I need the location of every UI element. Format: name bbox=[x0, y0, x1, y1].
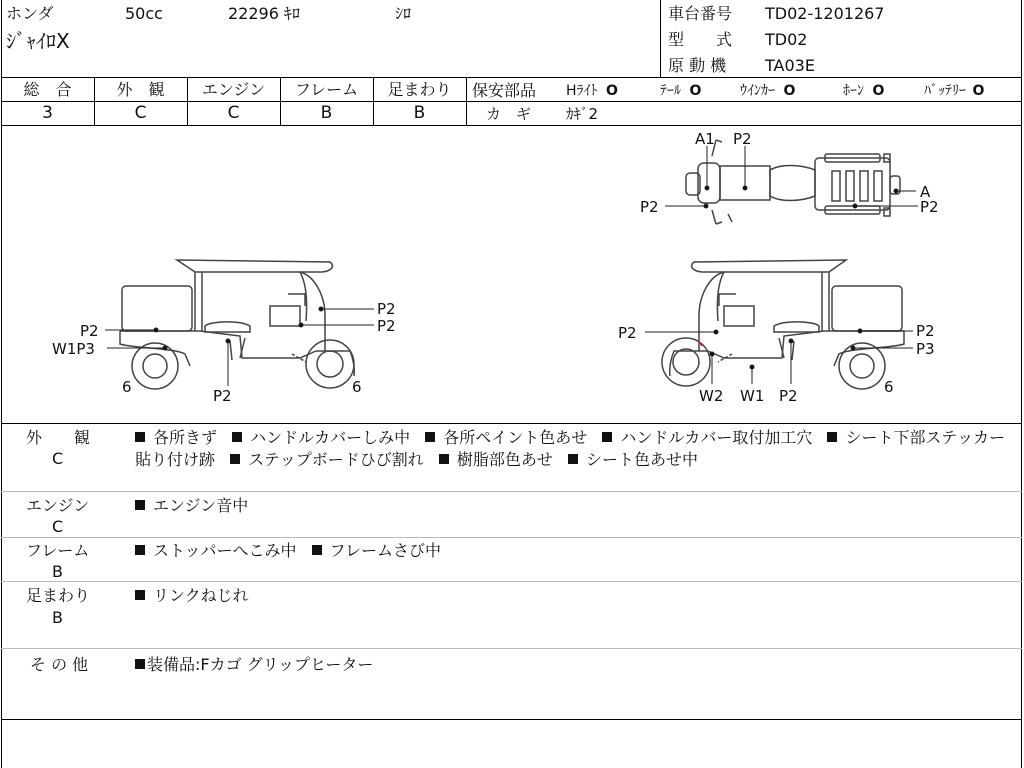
safety-item-mark: O bbox=[605, 83, 618, 99]
section-rule-4 bbox=[1, 648, 1022, 649]
engine-model-label: 原 動 機 bbox=[668, 56, 727, 75]
bullet-icon bbox=[135, 590, 145, 600]
exterior-grade-value: C bbox=[134, 103, 147, 123]
right-label-p3: P3 bbox=[916, 340, 935, 358]
section-rule-3 bbox=[1, 581, 1022, 582]
exterior-section-grade: C bbox=[52, 449, 64, 468]
note-item: ハンドルカバーしみ中 bbox=[232, 428, 410, 447]
note-item: ハンドルカバー取付加工穴 bbox=[602, 428, 812, 447]
bullet-icon bbox=[135, 432, 145, 442]
bullet-icon bbox=[135, 500, 145, 510]
right-label-p2-a: P2 bbox=[618, 324, 637, 342]
bullet-icon bbox=[425, 432, 435, 442]
safety-item-label: Hﾗｲﾄ bbox=[566, 83, 598, 99]
key-value: ｶｷﾞ2 bbox=[566, 105, 599, 123]
right-label-w2: W2 bbox=[699, 387, 724, 405]
left-label-p2-c: P2 bbox=[80, 322, 99, 340]
left-label-6-a: 6 bbox=[122, 378, 132, 396]
engine-model-value: TA03E bbox=[765, 56, 815, 75]
safety-item-tail bbox=[660, 82, 701, 100]
right-label-w1: W1 bbox=[740, 387, 765, 405]
section-rule-5 bbox=[1, 719, 1022, 720]
note-item: エンジン音中 bbox=[135, 496, 248, 515]
left-label-6-b: 6 bbox=[352, 378, 362, 396]
safety-item-mark: O bbox=[689, 83, 702, 99]
header-bottom-rule bbox=[1, 77, 1022, 78]
note-item: ステップボードひび割れ bbox=[230, 450, 424, 469]
displacement: 50cc bbox=[125, 4, 163, 23]
bullet-icon bbox=[312, 545, 322, 555]
frame-section-label: フレーム bbox=[26, 541, 90, 560]
exterior-notes bbox=[135, 427, 1015, 471]
engine-section-grade: C bbox=[52, 517, 64, 536]
suspension-section-label: 足まわり bbox=[26, 586, 91, 605]
frame-section-grade: B bbox=[52, 562, 63, 581]
engine-notes bbox=[135, 495, 1015, 517]
safety-item-mark: O bbox=[783, 83, 796, 99]
frame-no-value: TD02-1201267 bbox=[765, 4, 885, 23]
frame-notes bbox=[135, 540, 1015, 562]
left-label-w1p3: W1P3 bbox=[52, 340, 95, 358]
body-color: ｼﾛ bbox=[395, 4, 412, 23]
safety-label: 保安部品 bbox=[472, 81, 537, 100]
safety-item-mark: O bbox=[972, 83, 985, 99]
bullet-icon bbox=[568, 454, 578, 464]
frame-grade-value: B bbox=[320, 103, 333, 123]
bullet-icon bbox=[232, 432, 242, 442]
suspension-notes bbox=[135, 585, 1015, 607]
exterior-section-label: 外 観 bbox=[26, 428, 91, 447]
note-item: フレームさび中 bbox=[312, 541, 441, 560]
bullet-icon bbox=[439, 454, 449, 464]
top-label-a1: A1 bbox=[695, 130, 715, 148]
type-value: TD02 bbox=[765, 30, 808, 49]
maker: ホンダ bbox=[6, 4, 54, 23]
damage-diagram bbox=[0, 126, 1024, 423]
note-item: シート色あせ中 bbox=[568, 450, 698, 469]
left-label-p2-a: P2 bbox=[377, 300, 396, 318]
grade-col-5 bbox=[466, 77, 467, 125]
mileage: 22296 ｷﾛ bbox=[228, 4, 300, 23]
top-view-scooter bbox=[686, 140, 900, 224]
right-label-p2-b: P2 bbox=[916, 322, 935, 340]
note-item: 各所きず bbox=[135, 428, 217, 447]
right-view-scooter bbox=[662, 260, 904, 389]
top-label-p2-c: P2 bbox=[920, 198, 939, 216]
left-label-p2-d: P2 bbox=[213, 387, 232, 405]
section-rule-1 bbox=[1, 491, 1022, 492]
overall-label: 総 合 bbox=[23, 80, 72, 99]
suspension-section-grade: B bbox=[52, 608, 63, 627]
top-label-p2-a: P2 bbox=[733, 130, 752, 148]
note-item: 各所ペイント色あせ bbox=[425, 428, 587, 447]
engine-section-label: エンジン bbox=[26, 496, 90, 515]
bullet-icon bbox=[135, 545, 145, 555]
safety-item-label: ｳｲﾝｶｰ bbox=[740, 83, 775, 99]
exterior-grade-label: 外 観 bbox=[116, 80, 165, 99]
other-section-label: そ の 他 bbox=[30, 655, 89, 674]
safety-item-label: ﾊﾞｯﾃﾘｰ bbox=[924, 83, 966, 99]
right-label-6: 6 bbox=[884, 378, 894, 396]
note-item: 樹脂部色あせ bbox=[439, 450, 553, 469]
safety-item-label: ﾎｰﾝ bbox=[843, 83, 864, 99]
grade-row-rule bbox=[1, 101, 467, 102]
header-divider bbox=[660, 0, 661, 77]
engine-grade-label: エンジン bbox=[201, 80, 266, 99]
safety-item-label: ﾃｰﾙ bbox=[660, 83, 681, 99]
safety-item-mark: O bbox=[872, 83, 885, 99]
note-item: リンクねじれ bbox=[135, 586, 249, 605]
right-label-p2-c: P2 bbox=[779, 387, 798, 405]
note-item: ストッパーへこみ中 bbox=[135, 541, 297, 560]
frame-no-label: 車台番号 bbox=[668, 4, 733, 23]
overall-value: 3 bbox=[42, 103, 53, 123]
suspension-grade-value: B bbox=[413, 103, 426, 123]
safety-row-rule bbox=[467, 101, 1022, 102]
other-notes bbox=[135, 654, 1015, 676]
safety-item-battery bbox=[924, 82, 984, 100]
bullet-icon bbox=[230, 454, 240, 464]
left-label-p2-b: P2 bbox=[377, 317, 396, 335]
safety-item-horn bbox=[843, 82, 884, 100]
top-label-a: A bbox=[920, 183, 931, 201]
bullet-icon bbox=[827, 432, 837, 442]
suspension-grade-label: 足まわり bbox=[387, 80, 452, 99]
section-rule-2 bbox=[1, 537, 1022, 538]
frame-grade-label: フレーム bbox=[294, 80, 359, 99]
bullet-icon bbox=[602, 432, 612, 442]
model-name: ｼﾞｬｲﾛX bbox=[6, 29, 70, 53]
key-label: カ ギ bbox=[486, 105, 532, 123]
safety-item-headlight bbox=[566, 82, 618, 100]
diagram-bottom-rule bbox=[1, 423, 1022, 424]
safety-item-winker bbox=[740, 82, 795, 100]
bullet-icon bbox=[135, 659, 145, 669]
note-item: シート下部ステッカー貼り付け跡 bbox=[135, 428, 1006, 469]
type-label: 型 式 bbox=[668, 30, 733, 49]
note-item: 装備品:Fカゴ グリップヒーター bbox=[135, 655, 373, 674]
engine-grade-value: C bbox=[227, 103, 240, 123]
top-label-p2-b: P2 bbox=[640, 198, 659, 216]
